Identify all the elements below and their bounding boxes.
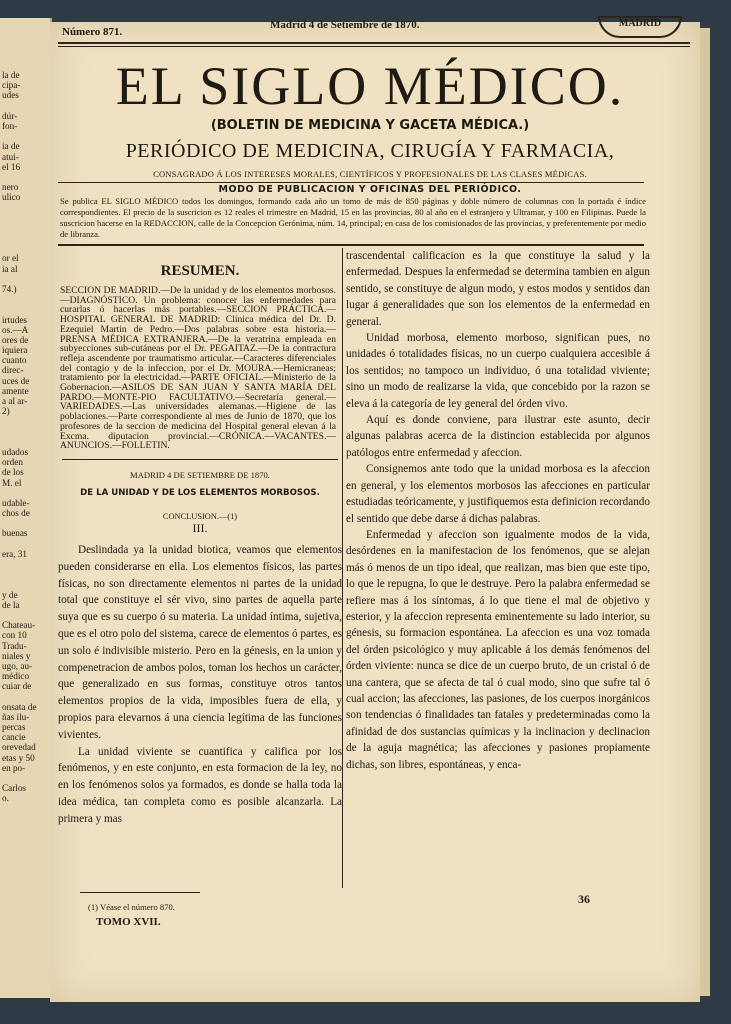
- left-page-line: ugo, au-: [2, 660, 33, 671]
- left-page-line: [2, 213, 48, 223]
- footnote: (1) Véase el número 870.: [88, 902, 175, 912]
- left-article-body: [58, 542, 342, 828]
- article-paragraph: La unidad viviente se cuantifica y califica por los fenómenos, y en este conjunto, en esta formacion de la ley, no en los fenómenos solos ya formados, es donde se halla toda la idea médica, tan completa como es posible alcanzarla. La primera y mas: [58, 745, 342, 825]
- left-page-line: [2, 202, 48, 212]
- left-page-line: or el: [2, 253, 19, 264]
- left-page-line: [2, 274, 48, 284]
- left-page-line: udados: [2, 446, 29, 457]
- article-conclusion-label: CONCLUSION.—(1): [162, 511, 238, 521]
- left-page-line: era, 31: [2, 548, 27, 559]
- left-page-line: amente: [2, 385, 29, 396]
- left-page-line: fon-: [2, 120, 18, 131]
- newspaper-page: [50, 18, 700, 1002]
- left-page-line: [2, 437, 48, 447]
- left-page-line: Tradu-: [2, 640, 27, 651]
- article-paragraph: trascendental calificacion es la que constituye la salud y la enfermedad. Despues la enfermedad se determina tambien en algun sentido, se constituye de algun modo, y estos modos y sentidos dan lugar á generalidades que son los elementos de la enfermedad en general.: [346, 250, 650, 328]
- article-title: DE LA UNIDAD Y DE LOS ELEMENTOS MORBOSOS.: [80, 487, 320, 498]
- left-page-line: 74.): [2, 283, 17, 294]
- volume-label: TOMO XVII.: [96, 916, 161, 928]
- issue-number: Número 871.: [62, 26, 123, 38]
- resumen-title: RESUMEN.: [160, 263, 240, 279]
- article-paragraph: Enfermedad y afeccion son igualmente modos de la vida, desórdenes en la manifestacion de los fenómenos, que se alejan más ó menos de un tipo ideal, que realizan, mas bien que este tipo, lo que le repugna, lo que le destruye. Pero la palabra enfermedad se refiere mas á los síntomas, á lo que tiene el mal de objetivo y esterior, y la afeccion representa eminentemente su lado interior, su génesis, su formacion espontánea. La afeccion es una voz tomada del órden psicológico y muy aplicable á los demás fenómenos del órden viviente: nunca se dice de un cuerpo bruto, de un cristal ó de una cantera, que se afecta de tal ó cual modo, sino que sufre tal ó cual accion; las afecciones, las pasiones, de los cuerpos inorgánicos son tendencias ó finalidades tan fatales y predeterminadas como la afinidad de dos sustancias químicas y la inclinacion y declinacion de la aguja magnética; las afecciones y pasiones propiamente dichas, son libres, espontáneas, y enca-: [346, 528, 650, 771]
- header-rule: [58, 42, 690, 44]
- left-page-line: el 16: [2, 161, 21, 172]
- left-page-line: [2, 559, 48, 569]
- left-page-fragment: [0, 18, 52, 998]
- left-page-line: ores de: [2, 334, 29, 345]
- left-page-line: etas y 50: [2, 752, 35, 763]
- masthead-title: EL SIGLO MÉDICO.: [115, 56, 625, 116]
- publication-rule: [58, 244, 644, 246]
- left-page-line: udes: [2, 90, 19, 101]
- left-page-line: [2, 691, 48, 701]
- left-page-line: [2, 539, 48, 549]
- left-page-line: M. el: [2, 477, 22, 488]
- left-page-line: buenas: [2, 528, 28, 539]
- left-page-line: dúr-: [2, 110, 18, 121]
- article-paragraph: Aquí es donde conviene, para ilustrar este asunto, decir algunas palabras acerca de la distincion establecida por algunos patólogos entre enfermedad y afeccion.: [346, 414, 650, 459]
- left-page-line: iquiera: [2, 345, 28, 356]
- left-page-line: cuiar de: [2, 681, 32, 692]
- left-page-line: de los: [2, 467, 24, 478]
- left-page-line: [2, 488, 48, 498]
- header-bar: [58, 18, 690, 42]
- left-page-line: [2, 416, 48, 426]
- left-page-line: [2, 131, 48, 141]
- left-page-line: [2, 101, 48, 111]
- left-page-line: orevedad: [2, 742, 36, 753]
- left-page-line: [2, 427, 48, 437]
- publication-heading: MODO DE PUBLICACION Y OFICINAS DEL PERIÓDICO.: [218, 184, 522, 195]
- left-page-line: irtudes: [2, 314, 28, 325]
- left-page-line: y de: [2, 589, 18, 600]
- left-page-line: Chateau-: [2, 620, 36, 631]
- left-page-line: udable-: [2, 497, 30, 508]
- resumen-rule: [62, 459, 338, 460]
- left-page-line: [2, 610, 48, 620]
- left-page-line: cancie: [2, 732, 26, 743]
- left-page-line: Carlos: [2, 783, 26, 794]
- left-page-line: 2): [2, 406, 10, 417]
- left-page-line: ia al: [2, 263, 18, 274]
- left-page-line: direc-: [2, 365, 24, 376]
- left-page-line: [2, 223, 48, 233]
- left-page-line: atui-: [2, 151, 19, 162]
- article-paragraph: Unidad morbosa, elemento morboso, significan pues, no unidades ó totalidades físicas, no un cuerpo cualquiera accesible á los sentidos; no tampoco un individuo, ó una totalidad viviente; sino un modo de realizarse la vida, que concebido por la razon se eleva á la categoría de ley general del órden vivo.: [346, 332, 650, 410]
- left-page-text: [2, 70, 48, 804]
- left-page-line: cipa-: [2, 80, 21, 91]
- left-page-line: en po-: [2, 762, 26, 773]
- masthead-subtitle: (BOLETIN DE MEDICINA Y GACETA MÉDICA.): [210, 118, 530, 133]
- page-number: 36: [578, 892, 590, 906]
- left-page-line: cuanto: [2, 355, 27, 366]
- right-article-body: [346, 248, 650, 773]
- column-divider: [342, 248, 343, 888]
- left-page-line: de la: [2, 599, 20, 610]
- left-page-line: ía de: [2, 141, 20, 152]
- city-badge: MADRID: [598, 16, 682, 38]
- left-page-line: [2, 172, 48, 182]
- left-page-line: [2, 518, 48, 528]
- left-page-line: chos de: [2, 508, 30, 519]
- left-page-line: onsata de: [2, 701, 37, 712]
- masthead-rule: [58, 182, 644, 183]
- left-page-line: [2, 569, 48, 579]
- masthead-subtitle-3: CONSAGRADO Á LOS INTERESES MORALES, CIENTÍFICOS Y PROFESIONALES DE LAS CLASES MÉDICAS.: [153, 169, 587, 179]
- left-page-line: [2, 243, 48, 253]
- left-page-line: la de: [2, 70, 20, 80]
- publication-text: Se publica EL SIGLO MÉDICO todos los domingos, formando cada año un tomo de más de 850 páginas y doble número de columnas con la portada é índice correspondientes. El precio de la suscricion es 12 reales el trimestre en Madrid, 15 en las provincias, 80 al año en el estranjero y Ultramar, y 100 en Filipinas. Puede la suscricion hacerse en la REDACCION, calle de la Concepcion Gerónima, núm. 14, principal; en casa de los comisionados de las provincias, y preferentemente por medio de libranza.: [60, 196, 646, 239]
- left-page-line: [2, 294, 48, 304]
- issue-date: Madrid 4 de Setiembre de 1870.: [270, 19, 420, 31]
- left-column: [58, 262, 342, 828]
- header-rule-thin: [58, 46, 690, 47]
- right-column: [346, 248, 650, 773]
- left-page-line: percas: [2, 722, 26, 732]
- left-page-line: ñas ilu-: [2, 711, 30, 722]
- resumen-text: SECCION DE MADRID.—De la unidad y de los elementos morbosos.—DIAGNÓSTICO. Un problema: conocer las enfermedades para curarlas ó hacerlas más portables.—SECCION PRÁCTICA.—HOSPITAL GENERAL DE MADRID: Clínica médica del Dr. D. Ezequiel Martin de Pedro.—Dos palabras sobre esta historia.—PRENSA MÉDICA EXTRANJERA.—De la veratrina empleada en subyecciones sub-cutáneas por el Dr. PEGAITAZ.—De la contractura refleja ascendente por traumatismo articular.—Caracteres diferenciales del contagio y de la infeccion, por el Dr. MOURA.—Hemicraneas; tratamiento por la electricidad.—PARTE OFICIAL.—Ministerio de la Gobernacion.—ASILOS DE SAN JUAN Y SANTA MARÍA DEL PARDO.—MONTE-PIO FACULTATIVO.—Secretaría general.—VARIEDADES.—Las universidades alemanas.—Higiene de las poblaciones.—Parte correspondiente al mes de Junio de 1870, que los profesores de la seccion de medicina del Hospital general elevan á la Excma. diputacion provincial.—CRÓNICA.—VACANTES.—ANUNCIOS.—FOLLETIN.: [60, 285, 336, 452]
- page-edge: [700, 28, 710, 996]
- left-page-line: uces de: [2, 375, 30, 386]
- left-page-line: [2, 304, 48, 314]
- left-page-line: o.: [2, 793, 9, 804]
- left-page-line: orden: [2, 457, 23, 468]
- article-paragraph: Consignemos ante todo que la unidad morbosa es la afeccion en general, y los elementos morbosos las afecciones en particular estudiadas teóricamente, y justifiquemos esta definicion recordando el sentido que debe darse á dichas palabras.: [346, 463, 650, 525]
- article-date: MADRID 4 DE SETIEMBRE DE 1870.: [130, 469, 270, 480]
- masthead-subtitle-2: PERIÓDICO DE MEDICINA, CIRUGÍA Y FARMACIA,: [125, 140, 615, 162]
- left-page-line: [2, 579, 48, 589]
- left-page-line: os.—A: [2, 324, 29, 335]
- left-page-line: con 10: [2, 630, 27, 641]
- left-page-line: ulico: [2, 192, 21, 203]
- article-paragraph: Deslindada ya la unidad biotica, veamos que elementos pueden considerarse en ella. Los elementos físicos, las partes físicas, no son directamente elementos ni partes de la unidad total que constituye el sér vivo, sino partes de aquella parte suya que es su cuerpo ó su materia. La unidad íntima, sujetiva, que es el otro polo del sistema, carece de elementos ó partes, es un solo é indivisible misterio. Pero en la génesis, en la union y compenetracion de ambos polos, toman los hechos un carácter, que generalizado en sus formas, constituye otros tantos elementos propios de la vida, imposibles fuera de ella, y propios para elevarnos á una ciencia legítima de las funciones vivientes.: [58, 543, 342, 741]
- left-page-line: médico: [2, 671, 30, 682]
- left-page-line: [2, 773, 48, 783]
- left-page-line: [2, 233, 48, 243]
- left-page-line: a al ar-: [2, 396, 28, 406]
- article-section-number: III.: [192, 520, 208, 535]
- footnote-rule: [80, 892, 200, 893]
- left-page-line: nero: [2, 182, 19, 193]
- left-page-line: niales y: [2, 650, 31, 661]
